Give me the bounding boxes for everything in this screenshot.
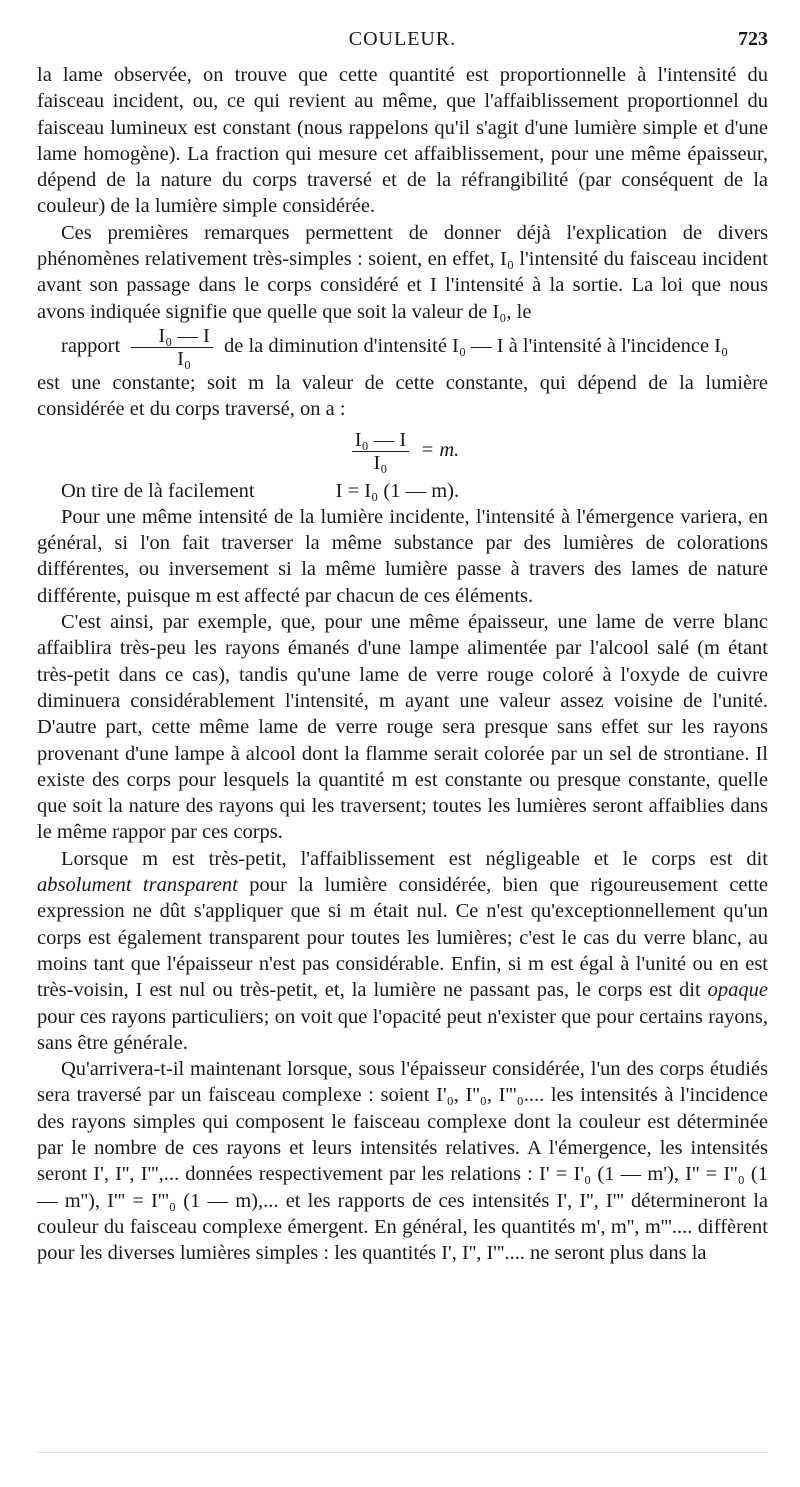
equation-fraction bbox=[352, 429, 410, 474]
paragraph-5: C'est ainsi, par exemple, que, pour une même épaisseur, une lame de verre blanc affaiblira très-peu les rayons émanés d'une lampe alimentée par l'alcool salé (m étant très-petit dans ce cas), tandis qu'une lame de verre rouge coloré à l'oxyde de cuivre diminuera considérablement l'intensité, m ayant une valeur assez voisine de l'unité. D'autre part, cette même lame de verre rouge sera presque sans effet sur les rayons provenant d'une lampe à alcool dont la flamme serait colorée par un sel de strontiane. Il existe des corps pour lesquels la quantité m est constante ou presque constante, quelle que soit la nature des rayons qui les traversent; toutes les lumières seront affaiblies dans le même rappor par ces corps. bbox=[37, 611, 768, 844]
equation-numerator: I₀ — I bbox=[352, 429, 410, 452]
paragraph-6-part-a: Lorsque m est très-petit, l'affaiblissement est négligeable et le corps est dit bbox=[61, 847, 768, 870]
paragraph-7: Qu'arrivera-t-il maintenant lorsque, sous l'épaisseur considérée, l'un des corps étudiés sera traversé par un faisceau complexe : soient I'₀, I''₀, I'''₀.... les intensités à l'incidence des rayons simples qui composent le faisceau complexe dont la couleur est déterminée par le nombre de ces rayons et leurs intensités relatives. A l'émergence, les intensités seront I', I'', I''',... données respectivement par les relations : I' = I'₀ (1 — m'), I'' = I''₀ (1 — m''), I''' = I'''₀ (1 — m),... et les rapports de ces intensités I', I'', I''' détermineront la couleur du faisceau complexe émergent. En général, les quantités m', m'', m'''.... diffèrent pour les diverses lumières simples : les quantités I', I'', I'''.... ne seront plus dans la bbox=[37, 1058, 768, 1265]
paragraph-6-part-b: pour la lumière considérée, bien que rigoureusement cette expression ne dût s'appliquer que si m était nul. Ce n'est qu'exceptionnellement qu'un corps est également transparent pour toutes les lumières; c'est le cas du verre blanc, au moins tant que l'épaisseur n'est pas considérable. Enfin, si m est égal à l'unité ou en est très-voisin, I est nul ou très-petit, et, la lumière ne passant pas, le corps est dit bbox=[37, 874, 769, 1002]
rapport-word: rapport bbox=[61, 335, 121, 358]
term-opaque: opaque bbox=[707, 979, 768, 1002]
derived-equation-label: On tire de là facilement bbox=[61, 479, 255, 502]
paragraph-1: la lame observée, on trouve que cette quantité est proportionnelle à l'intensité du faisceau incident, ou, ce qui revient au même, que l'affaiblissement proportionnel du faisceau lumineux est constant (nous rappelons qu'il s'agit d'une lumière simple et d'une lame homogène). La fraction qui mesure cet affaiblissement, pour une même épaisseur, dépend de la nature du corps traversé et de la réfrangibilité (par conséquent de la couleur) de la lumière simple considérée. bbox=[37, 64, 768, 218]
page-number: 723 bbox=[738, 28, 768, 50]
term-absolutely-transparent: absolument transparent bbox=[37, 874, 238, 897]
derived-equation-line bbox=[37, 478, 768, 504]
paragraph-6 bbox=[37, 846, 768, 1056]
paragraph-4: Pour une même intensité de la lumière incidente, l'intensité à l'émergence variera, en général, si l'on fait traverser la même substance par des lumières de colorations différentes, ou inversement si la même lumière passe à travers des lames de nature différente, puisque m est affecté par chacun de ces éléments. bbox=[37, 505, 768, 607]
paragraph-3: est une constante; soit m la valeur de cette constante, qui dépend de la lumière considérée et du corps traversé, on a : bbox=[37, 371, 768, 421]
rapport-fraction bbox=[131, 325, 213, 370]
page-header bbox=[37, 28, 768, 54]
running-title: COULEUR. bbox=[348, 28, 457, 50]
paragraph-2: Ces premières remarques permettent de donner déjà l'explication de divers phénomènes relativement très-simples : soient, en effet, I₀ l'intensité du faisceau incident avant son passage dans le corps considéré et I l'intensité à la sortie. La loi que nous avons indiquée signifie que quelle que soit la valeur de I₀, le bbox=[37, 221, 768, 323]
fraction-numerator: I₀ — I bbox=[131, 325, 213, 348]
rapport-line bbox=[37, 325, 768, 370]
rapport-text: de la diminution d'intensité I₀ — I à l'intensité à l'incidence I₀ bbox=[224, 335, 729, 358]
fraction-denominator: I₀ bbox=[177, 347, 192, 370]
body-text bbox=[37, 62, 768, 1266]
footer-bleed-line bbox=[37, 1452, 768, 1453]
equation-rhs: = m. bbox=[420, 438, 460, 461]
paragraph-6-part-c: pour ces rayons particuliers; on voit que l'opacité peut n'exister que pour certains rayons, sans être générale. bbox=[37, 1005, 768, 1054]
equation-denominator: I₀ bbox=[373, 451, 388, 474]
display-equation bbox=[37, 429, 768, 474]
derived-equation: I = I₀ (1 — m). bbox=[335, 479, 460, 502]
